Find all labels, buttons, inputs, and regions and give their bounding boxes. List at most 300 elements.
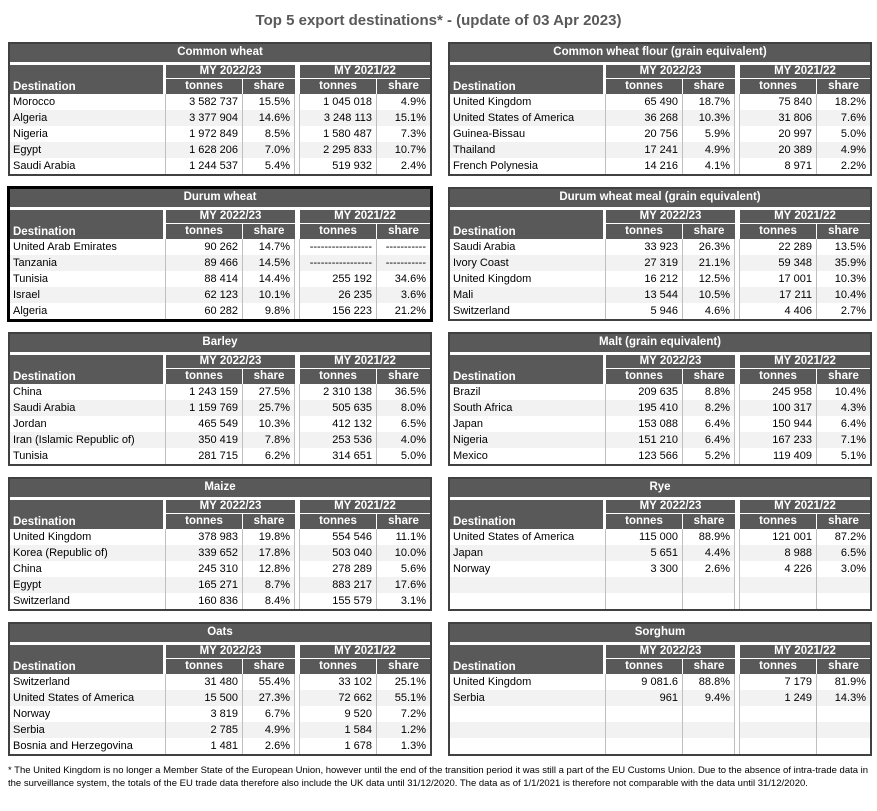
- share-2022-23-cell: 10.3%: [683, 110, 735, 126]
- tonnes-2022-23-cell: 15 500: [166, 690, 243, 706]
- commodity-table: [448, 477, 872, 611]
- destination-header: Destination: [450, 500, 606, 529]
- destination-cell: Israel: [10, 287, 166, 303]
- tonnes-2021-22-cell: 554 546: [300, 529, 377, 545]
- tonnes-header-2022-23: tonnes: [166, 79, 243, 94]
- share-header-2021-22: share: [817, 79, 870, 94]
- tonnes-2021-22-cell: 314 651: [300, 448, 377, 464]
- destination-cell: Algeria: [10, 303, 166, 319]
- destination-header: Destination: [450, 210, 606, 239]
- share-2021-22-cell: 6.5%: [377, 416, 430, 432]
- tonnes-2022-23-cell: 1 481: [166, 738, 243, 754]
- destination-cell: Japan: [450, 545, 606, 561]
- share-2022-23-cell: 4.9%: [243, 722, 295, 738]
- tonnes-2021-22-cell: 4 406: [740, 303, 817, 319]
- share-2022-23-cell: 26.3%: [683, 239, 735, 255]
- my-2021-22-header: MY 2021/22: [300, 210, 430, 224]
- tonnes-2021-22-cell: [740, 593, 817, 609]
- tonnes-header-2021-22: tonnes: [300, 369, 377, 384]
- share-2021-22-cell: 10.4%: [817, 287, 870, 303]
- share-2021-22-cell: 6.4%: [817, 416, 870, 432]
- destination-cell: Bosnia and Herzegovina: [10, 738, 166, 754]
- tonnes-2021-22-cell: 253 536: [300, 432, 377, 448]
- tonnes-2022-23-cell: 31 480: [166, 674, 243, 690]
- table-title: Oats: [10, 624, 430, 645]
- destination-cell: [450, 738, 606, 754]
- share-header-2021-22: share: [817, 514, 870, 529]
- share-2022-23-cell: 88.8%: [683, 674, 735, 690]
- tonnes-2022-23-cell: 115 000: [606, 529, 683, 545]
- tonnes-2021-22-cell: 4 226: [740, 561, 817, 577]
- tonnes-2022-23-cell: 1 244 537: [166, 158, 243, 174]
- destination-cell: Saudi Arabia: [10, 400, 166, 416]
- tonnes-2022-23-cell: [606, 593, 683, 609]
- table-title: Common wheat flour (grain equivalent): [450, 44, 870, 65]
- table-title: Durum wheat meal (grain equivalent): [450, 189, 870, 210]
- share-2021-22-cell: [817, 706, 870, 722]
- tonnes-2022-23-cell: 123 566: [606, 448, 683, 464]
- my-2022-23-header: MY 2022/23: [606, 65, 735, 79]
- tonnes-2022-23-cell: 195 410: [606, 400, 683, 416]
- tonnes-2022-23-cell: 153 088: [606, 416, 683, 432]
- share-2022-23-cell: 14.4%: [243, 271, 295, 287]
- share-2022-23-cell: 9.4%: [683, 690, 735, 706]
- share-2022-23-cell: 21.1%: [683, 255, 735, 271]
- my-2022-23-header: MY 2022/23: [166, 65, 295, 79]
- share-2021-22-cell: 7.6%: [817, 110, 870, 126]
- share-2021-22-cell: 13.5%: [817, 239, 870, 255]
- tonnes-2022-23-cell: 17 241: [606, 142, 683, 158]
- tonnes-2021-22-cell: [740, 738, 817, 754]
- tonnes-2021-22-cell: 1 678: [300, 738, 377, 754]
- my-2021-22-header: MY 2021/22: [300, 645, 430, 659]
- share-2021-22-cell: 18.2%: [817, 94, 870, 110]
- tonnes-2022-23-cell: 465 549: [166, 416, 243, 432]
- tonnes-2021-22-cell: 8 988: [740, 545, 817, 561]
- tables-grid: [8, 42, 869, 756]
- destination-cell: French Polynesia: [450, 158, 606, 174]
- share-2022-23-cell: 4.1%: [683, 158, 735, 174]
- share-2022-23-cell: 15.5%: [243, 94, 295, 110]
- tonnes-header-2022-23: tonnes: [606, 369, 683, 384]
- tonnes-2021-22-cell: 167 233: [740, 432, 817, 448]
- page-title: Top 5 export destinations* - (update of 03 Apr 2023): [255, 12, 622, 29]
- tonnes-2021-22-cell: 17 211: [740, 287, 817, 303]
- tonnes-2022-23-cell: 151 210: [606, 432, 683, 448]
- table-title: Malt (grain equivalent): [450, 334, 870, 355]
- share-2022-23-cell: 6.4%: [683, 416, 735, 432]
- table-title: Maize: [10, 479, 430, 500]
- destination-cell: [450, 577, 606, 593]
- share-header-2021-22: share: [377, 224, 430, 239]
- my-2022-23-header: MY 2022/23: [606, 645, 735, 659]
- tonnes-2022-23-cell: 20 756: [606, 126, 683, 142]
- share-2021-22-cell: 35.9%: [817, 255, 870, 271]
- share-2021-22-cell: 8.0%: [377, 400, 430, 416]
- share-2022-23-cell: 7.8%: [243, 432, 295, 448]
- share-2021-22-cell: 10.7%: [377, 142, 430, 158]
- tonnes-2022-23-cell: 165 271: [166, 577, 243, 593]
- tonnes-2021-22-cell: -----------------: [300, 255, 377, 271]
- destination-cell: Nigeria: [10, 126, 166, 142]
- my-2022-23-header: MY 2022/23: [166, 500, 295, 514]
- tonnes-header-2022-23: tonnes: [166, 514, 243, 529]
- destination-header: Destination: [450, 65, 606, 94]
- my-2022-23-header: MY 2022/23: [166, 210, 295, 224]
- destination-cell: Switzerland: [450, 303, 606, 319]
- tonnes-2021-22-cell: [740, 722, 817, 738]
- my-2021-22-header: MY 2021/22: [740, 500, 870, 514]
- destination-header: Destination: [10, 500, 166, 529]
- destination-header: Destination: [10, 210, 166, 239]
- destination-cell: Japan: [450, 416, 606, 432]
- share-2021-22-cell: [817, 738, 870, 754]
- destination-header: Destination: [10, 355, 166, 384]
- share-2021-22-cell: [817, 722, 870, 738]
- tonnes-2022-23-cell: 3 377 904: [166, 110, 243, 126]
- share-2021-22-cell: 2.2%: [817, 158, 870, 174]
- share-2021-22-cell: 25.1%: [377, 674, 430, 690]
- destination-cell: Nigeria: [450, 432, 606, 448]
- tonnes-2022-23-cell: 245 310: [166, 561, 243, 577]
- tonnes-2022-23-cell: 378 983: [166, 529, 243, 545]
- share-2022-23-cell: 5.2%: [683, 448, 735, 464]
- footnote: * The United Kingdom is no longer a Member State of the European Union, however until the end of the transition period it was still a part of the EU Customs Union. Due to the absence of intra-trade data in the surveillance system, the totals of the EU trade data therefore also include the UK data until 31/12/2020. The data as of 1/1/2021 is therefore not comparable with the data until 31/12/2020.: [8, 765, 869, 789]
- tonnes-2021-22-cell: 505 635: [300, 400, 377, 416]
- share-2021-22-cell: 5.0%: [817, 126, 870, 142]
- tonnes-2021-22-cell: 9 520: [300, 706, 377, 722]
- my-2022-23-header: MY 2022/23: [166, 645, 295, 659]
- destination-header: Destination: [450, 645, 606, 674]
- tonnes-header-2022-23: tonnes: [166, 369, 243, 384]
- destination-cell: Jordan: [10, 416, 166, 432]
- commodity-table: [8, 332, 432, 466]
- tonnes-2022-23-cell: [606, 738, 683, 754]
- share-2022-23-cell: 6.2%: [243, 448, 295, 464]
- tonnes-2021-22-cell: 255 192: [300, 271, 377, 287]
- share-2021-22-cell: [817, 577, 870, 593]
- destination-cell: Egypt: [10, 577, 166, 593]
- share-2021-22-cell: 10.4%: [817, 384, 870, 400]
- destination-cell: South Africa: [450, 400, 606, 416]
- commodity-table: [8, 622, 432, 756]
- tonnes-2022-23-cell: 3 300: [606, 561, 683, 577]
- tonnes-2021-22-cell: 2 310 138: [300, 384, 377, 400]
- tonnes-2021-22-cell: 3 248 113: [300, 110, 377, 126]
- share-2022-23-cell: 8.5%: [243, 126, 295, 142]
- share-2022-23-cell: 8.2%: [683, 400, 735, 416]
- my-2022-23-header: MY 2022/23: [606, 355, 735, 369]
- share-2022-23-cell: 27.5%: [243, 384, 295, 400]
- table-title: Barley: [10, 334, 430, 355]
- destination-cell: United Arab Emirates: [10, 239, 166, 255]
- my-2022-23-header: MY 2022/23: [166, 355, 295, 369]
- share-2022-23-cell: 4.4%: [683, 545, 735, 561]
- share-2021-22-cell: 6.5%: [817, 545, 870, 561]
- commodity-table: [8, 187, 432, 321]
- tonnes-2021-22-cell: 8 971: [740, 158, 817, 174]
- share-header-2021-22: share: [377, 369, 430, 384]
- tonnes-2021-22-cell: 100 317: [740, 400, 817, 416]
- my-2021-22-header: MY 2021/22: [300, 65, 430, 79]
- share-2021-22-cell: 5.6%: [377, 561, 430, 577]
- share-2022-23-cell: 10.5%: [683, 287, 735, 303]
- destination-cell: Guinea-Bissau: [450, 126, 606, 142]
- tonnes-2021-22-cell: 72 662: [300, 690, 377, 706]
- tonnes-2022-23-cell: 5 946: [606, 303, 683, 319]
- share-2021-22-cell: 2.7%: [817, 303, 870, 319]
- tonnes-2022-23-cell: 88 414: [166, 271, 243, 287]
- destination-cell: Switzerland: [10, 674, 166, 690]
- destination-cell: Egypt: [10, 142, 166, 158]
- tonnes-header-2021-22: tonnes: [300, 659, 377, 674]
- tonnes-2022-23-cell: 60 282: [166, 303, 243, 319]
- share-2021-22-cell: -----------: [377, 239, 430, 255]
- tonnes-2021-22-cell: 20 997: [740, 126, 817, 142]
- destination-cell: China: [10, 561, 166, 577]
- destination-cell: Algeria: [10, 110, 166, 126]
- tonnes-2022-23-cell: 1 628 206: [166, 142, 243, 158]
- tonnes-2022-23-cell: 1 243 159: [166, 384, 243, 400]
- tonnes-2022-23-cell: 160 836: [166, 593, 243, 609]
- tonnes-2022-23-cell: [606, 722, 683, 738]
- tonnes-2021-22-cell: 75 840: [740, 94, 817, 110]
- tonnes-2022-23-cell: 90 262: [166, 239, 243, 255]
- tonnes-header-2022-23: tonnes: [606, 79, 683, 94]
- share-2021-22-cell: 3.6%: [377, 287, 430, 303]
- tonnes-2022-23-cell: 1 159 769: [166, 400, 243, 416]
- share-2021-22-cell: 7.1%: [817, 432, 870, 448]
- tonnes-2022-23-cell: [606, 577, 683, 593]
- tonnes-2022-23-cell: 13 544: [606, 287, 683, 303]
- share-2021-22-cell: 36.5%: [377, 384, 430, 400]
- tonnes-2021-22-cell: 156 223: [300, 303, 377, 319]
- share-2021-22-cell: 14.3%: [817, 690, 870, 706]
- tonnes-header-2022-23: tonnes: [606, 224, 683, 239]
- tonnes-2021-22-cell: 503 040: [300, 545, 377, 561]
- tonnes-2022-23-cell: 27 319: [606, 255, 683, 271]
- tonnes-header-2021-22: tonnes: [740, 369, 817, 384]
- destination-cell: Morocco: [10, 94, 166, 110]
- destination-cell: Mexico: [450, 448, 606, 464]
- share-2021-22-cell: 4.0%: [377, 432, 430, 448]
- my-2021-22-header: MY 2021/22: [740, 645, 870, 659]
- destination-cell: [450, 706, 606, 722]
- my-2021-22-header: MY 2021/22: [300, 355, 430, 369]
- destination-cell: Thailand: [450, 142, 606, 158]
- tonnes-header-2021-22: tonnes: [740, 514, 817, 529]
- commodity-table: [448, 622, 872, 756]
- destination-cell: Ivory Coast: [450, 255, 606, 271]
- share-2022-23-cell: [683, 593, 735, 609]
- tonnes-2021-22-cell: 121 001: [740, 529, 817, 545]
- destination-cell: Norway: [10, 706, 166, 722]
- commodity-table: [448, 42, 872, 176]
- share-2021-22-cell: 4.3%: [817, 400, 870, 416]
- destination-cell: Norway: [450, 561, 606, 577]
- tonnes-2021-22-cell: 26 235: [300, 287, 377, 303]
- share-2021-22-cell: 3.0%: [817, 561, 870, 577]
- tonnes-2022-23-cell: 350 419: [166, 432, 243, 448]
- my-2022-23-header: MY 2022/23: [606, 500, 735, 514]
- share-2021-22-cell: 34.6%: [377, 271, 430, 287]
- tonnes-2022-23-cell: 3 819: [166, 706, 243, 722]
- destination-cell: Tanzania: [10, 255, 166, 271]
- destination-header: Destination: [10, 65, 166, 94]
- share-2021-22-cell: 4.9%: [377, 94, 430, 110]
- share-2022-23-cell: 88.9%: [683, 529, 735, 545]
- destination-cell: Mali: [450, 287, 606, 303]
- share-2021-22-cell: 15.1%: [377, 110, 430, 126]
- my-2021-22-header: MY 2021/22: [740, 65, 870, 79]
- destination-cell: Korea (Republic of): [10, 545, 166, 561]
- table-title: Common wheat: [10, 44, 430, 65]
- destination-cell: Brazil: [450, 384, 606, 400]
- tonnes-2021-22-cell: [740, 706, 817, 722]
- tonnes-2022-23-cell: 14 216: [606, 158, 683, 174]
- share-header-2021-22: share: [377, 659, 430, 674]
- share-2022-23-cell: 4.9%: [683, 142, 735, 158]
- share-header-2022-23: share: [243, 514, 295, 529]
- share-header-2021-22: share: [817, 369, 870, 384]
- tonnes-2021-22-cell: 883 217: [300, 577, 377, 593]
- share-2021-22-cell: 17.6%: [377, 577, 430, 593]
- destination-cell: United Kingdom: [450, 94, 606, 110]
- share-2021-22-cell: 2.4%: [377, 158, 430, 174]
- share-2021-22-cell: 5.0%: [377, 448, 430, 464]
- destination-cell: Saudi Arabia: [10, 158, 166, 174]
- share-2021-22-cell: 87.2%: [817, 529, 870, 545]
- share-2022-23-cell: 4.6%: [683, 303, 735, 319]
- tonnes-2021-22-cell: 119 409: [740, 448, 817, 464]
- tonnes-2021-22-cell: -----------------: [300, 239, 377, 255]
- tonnes-header-2022-23: tonnes: [606, 659, 683, 674]
- destination-cell: United States of America: [10, 690, 166, 706]
- commodity-table: [448, 187, 872, 321]
- share-2021-22-cell: 3.1%: [377, 593, 430, 609]
- tonnes-2022-23-cell: 281 715: [166, 448, 243, 464]
- my-2022-23-header: MY 2022/23: [606, 210, 735, 224]
- share-2022-23-cell: [683, 577, 735, 593]
- share-2022-23-cell: 25.7%: [243, 400, 295, 416]
- share-2021-22-cell: 1.2%: [377, 722, 430, 738]
- tonnes-2021-22-cell: 22 289: [740, 239, 817, 255]
- share-2022-23-cell: [683, 722, 735, 738]
- share-2022-23-cell: 9.8%: [243, 303, 295, 319]
- tonnes-2021-22-cell: 33 102: [300, 674, 377, 690]
- share-header-2022-23: share: [683, 79, 735, 94]
- share-2021-22-cell: 7.2%: [377, 706, 430, 722]
- share-2022-23-cell: 5.9%: [683, 126, 735, 142]
- tonnes-2021-22-cell: 278 289: [300, 561, 377, 577]
- share-2022-23-cell: 6.4%: [683, 432, 735, 448]
- tonnes-2022-23-cell: 62 123: [166, 287, 243, 303]
- tonnes-2022-23-cell: 3 582 737: [166, 94, 243, 110]
- tonnes-2021-22-cell: 1 580 487: [300, 126, 377, 142]
- share-2021-22-cell: 55.1%: [377, 690, 430, 706]
- share-header-2021-22: share: [817, 224, 870, 239]
- destination-cell: Serbia: [450, 690, 606, 706]
- tonnes-2021-22-cell: 1 249: [740, 690, 817, 706]
- share-2022-23-cell: 2.6%: [683, 561, 735, 577]
- destination-cell: Tunisia: [10, 448, 166, 464]
- tonnes-header-2021-22: tonnes: [300, 514, 377, 529]
- tonnes-2022-23-cell: 16 212: [606, 271, 683, 287]
- share-header-2022-23: share: [243, 224, 295, 239]
- tonnes-2021-22-cell: 150 944: [740, 416, 817, 432]
- share-header-2022-23: share: [683, 369, 735, 384]
- share-2022-23-cell: 14.5%: [243, 255, 295, 271]
- share-2022-23-cell: 55.4%: [243, 674, 295, 690]
- tonnes-2021-22-cell: 519 932: [300, 158, 377, 174]
- tonnes-2021-22-cell: 245 958: [740, 384, 817, 400]
- destination-cell: United Kingdom: [450, 271, 606, 287]
- tonnes-header-2021-22: tonnes: [740, 79, 817, 94]
- commodity-table: [8, 42, 432, 176]
- share-2021-22-cell: 1.3%: [377, 738, 430, 754]
- tonnes-2022-23-cell: 5 651: [606, 545, 683, 561]
- share-2021-22-cell: 7.3%: [377, 126, 430, 142]
- destination-cell: Saudi Arabia: [450, 239, 606, 255]
- tonnes-2021-22-cell: 7 179: [740, 674, 817, 690]
- share-2022-23-cell: [683, 706, 735, 722]
- tonnes-2021-22-cell: 412 132: [300, 416, 377, 432]
- share-2022-23-cell: 8.8%: [683, 384, 735, 400]
- tonnes-2021-22-cell: 1 584: [300, 722, 377, 738]
- destination-cell: United Kingdom: [10, 529, 166, 545]
- share-2022-23-cell: 27.3%: [243, 690, 295, 706]
- share-2022-23-cell: 8.4%: [243, 593, 295, 609]
- tonnes-2022-23-cell: 89 466: [166, 255, 243, 271]
- destination-cell: [450, 722, 606, 738]
- tonnes-2021-22-cell: 155 579: [300, 593, 377, 609]
- my-2021-22-header: MY 2021/22: [300, 500, 430, 514]
- share-2022-23-cell: 2.6%: [243, 738, 295, 754]
- share-header-2022-23: share: [683, 224, 735, 239]
- tonnes-2022-23-cell: 65 490: [606, 94, 683, 110]
- share-header-2022-23: share: [683, 659, 735, 674]
- share-2022-23-cell: [683, 738, 735, 754]
- tonnes-2022-23-cell: 961: [606, 690, 683, 706]
- tonnes-2021-22-cell: 17 001: [740, 271, 817, 287]
- share-2022-23-cell: 10.3%: [243, 416, 295, 432]
- share-header-2021-22: share: [377, 514, 430, 529]
- commodity-table: [8, 477, 432, 611]
- share-header-2022-23: share: [683, 514, 735, 529]
- table-title: Sorghum: [450, 624, 870, 645]
- destination-cell: [450, 593, 606, 609]
- share-header-2021-22: share: [377, 79, 430, 94]
- tonnes-2022-23-cell: 1 972 849: [166, 126, 243, 142]
- share-header-2022-23: share: [243, 369, 295, 384]
- destination-cell: Tunisia: [10, 271, 166, 287]
- share-2021-22-cell: 81.9%: [817, 674, 870, 690]
- share-2021-22-cell: 10.0%: [377, 545, 430, 561]
- my-2021-22-header: MY 2021/22: [740, 355, 870, 369]
- tonnes-2022-23-cell: 339 652: [166, 545, 243, 561]
- tonnes-2021-22-cell: [740, 577, 817, 593]
- tonnes-header-2021-22: tonnes: [740, 659, 817, 674]
- tonnes-header-2021-22: tonnes: [300, 79, 377, 94]
- tonnes-2022-23-cell: 36 268: [606, 110, 683, 126]
- my-2021-22-header: MY 2021/22: [740, 210, 870, 224]
- share-2021-22-cell: 4.9%: [817, 142, 870, 158]
- tonnes-2021-22-cell: 59 348: [740, 255, 817, 271]
- tonnes-2021-22-cell: 31 806: [740, 110, 817, 126]
- share-2022-23-cell: 5.4%: [243, 158, 295, 174]
- tonnes-2022-23-cell: 9 081.6: [606, 674, 683, 690]
- share-2022-23-cell: 8.7%: [243, 577, 295, 593]
